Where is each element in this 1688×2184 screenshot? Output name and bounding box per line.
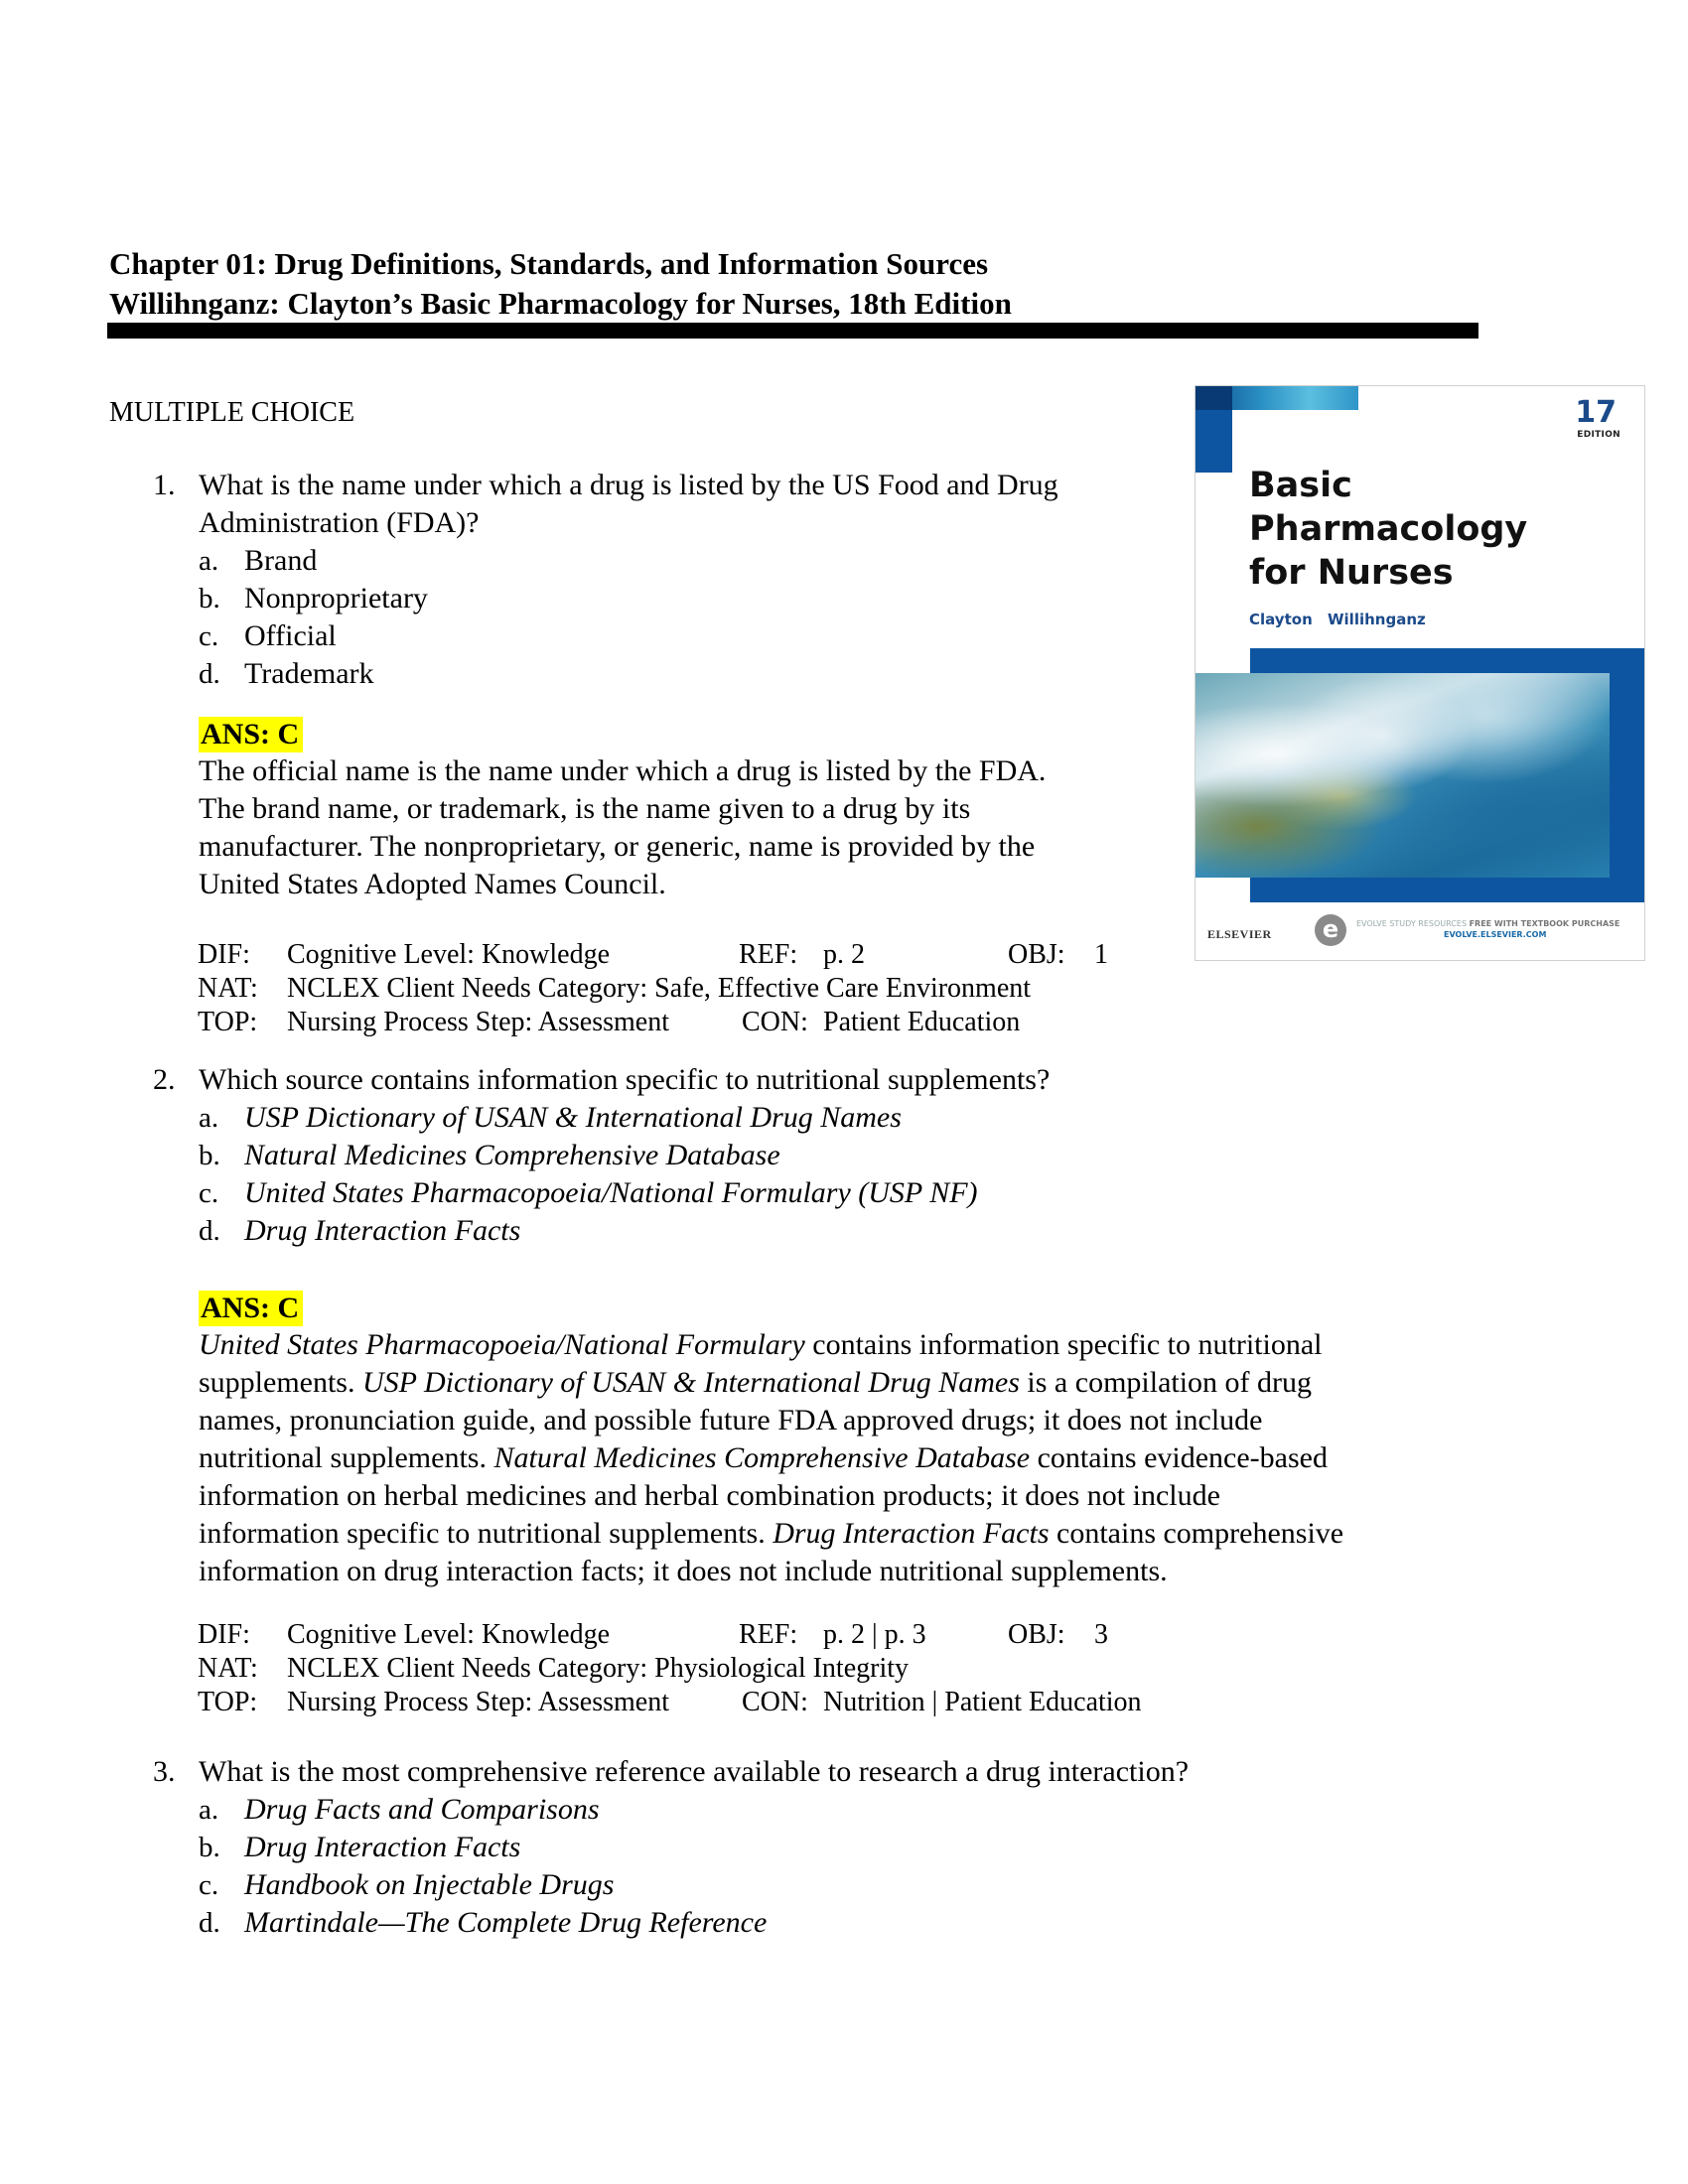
option-text: Drug Interaction Facts	[244, 1831, 521, 1863]
top-value: Nursing Process Step: Assessment	[287, 1687, 669, 1717]
con-label: CON:	[742, 1687, 808, 1717]
con-value: Nutrition | Patient Education	[823, 1687, 1142, 1717]
explanation-line: United States Adopted Names Council.	[199, 868, 666, 900]
option-letter: d.	[199, 1907, 220, 1939]
explanation-text: nutritional supplements.	[199, 1441, 494, 1474]
chapter-title: Chapter 01: Drug Definitions, Standards, and Information Sources	[109, 246, 989, 281]
cover-title-line: Pharmacology	[1249, 509, 1528, 549]
option-text: Martindale—The Complete Drug Reference	[244, 1906, 768, 1939]
option-letter: a.	[199, 1102, 219, 1134]
ref-value: p. 2 | p. 3	[823, 1619, 926, 1650]
dif-label: DIF:	[198, 1619, 250, 1650]
question-number: 2.	[153, 1063, 176, 1096]
evolve-tagline-light: EVOLVE STUDY RESOURCES	[1356, 919, 1470, 928]
cover-edition-label: EDITION	[1577, 430, 1620, 440]
top-label: TOP:	[198, 1007, 258, 1037]
explanation-line	[199, 1477, 1220, 1515]
option-text: Drug Interaction Facts	[244, 1214, 521, 1247]
source-title: USP Dictionary of USAN & International Drug Names	[362, 1366, 1020, 1399]
explanation-text: supplements.	[199, 1366, 362, 1399]
source-title: Drug Interaction Facts	[773, 1517, 1050, 1550]
option-text: Natural Medicines Comprehensive Database	[244, 1139, 780, 1171]
cover-footer	[1196, 902, 1645, 961]
explanation-text: contains evidence-based	[1030, 1441, 1328, 1474]
explanation-text: contains information specific to nutritional	[804, 1328, 1323, 1361]
option-letter: b.	[199, 1832, 220, 1863]
source-title: Natural Medicines Comprehensive Database	[493, 1441, 1031, 1474]
question-text: What is the most comprehensive reference available to research a drug interaction?	[199, 1755, 1190, 1788]
option-letter: a.	[199, 1794, 219, 1826]
option-text: United States Pharmacopoeia/National Formulary (USP NF)	[244, 1176, 978, 1209]
explanation-text: information on herbal medicines and herbal combination products; it does not include	[199, 1479, 1220, 1512]
dif-value: Cognitive Level: Knowledge	[287, 1619, 611, 1650]
dif-value: Cognitive Level: Knowledge	[287, 939, 611, 970]
explanation-line	[199, 1364, 1312, 1402]
explanation-text: is a compilation of drug	[1019, 1366, 1313, 1399]
nat-label: NAT:	[198, 1653, 258, 1684]
dif-label: DIF:	[198, 939, 250, 970]
question-number: 1.	[153, 469, 176, 501]
cover-top-strip-dark	[1196, 386, 1232, 410]
evolve-url: EVOLVE.ELSEVIER.COM	[1444, 930, 1547, 939]
option-text: Nonproprietary	[244, 582, 428, 614]
option-letter: d.	[199, 1215, 220, 1247]
book-cover-image	[1195, 385, 1645, 961]
ref-value: p. 2	[823, 939, 865, 970]
explanation-line: The brand name, or trademark, is the name given to a drug by its	[199, 792, 971, 825]
nat-value: NCLEX Client Needs Category: Physiological Integrity	[287, 1653, 910, 1684]
option-letter: a.	[199, 545, 219, 577]
header-rule	[107, 323, 1478, 339]
option-letter: c.	[199, 1869, 219, 1901]
cover-author: Clayton	[1249, 611, 1313, 628]
explanation-line	[199, 1439, 1328, 1477]
option-text: Brand	[244, 544, 318, 577]
cover-authors	[1249, 611, 1426, 628]
explanation-line: The official name is the name under which a drug is listed by the FDA.	[199, 754, 1047, 787]
question-text-cont: Administration (FDA)?	[199, 506, 480, 539]
cover-title-line: Basic	[1249, 466, 1352, 505]
question-text: What is the name under which a drug is listed by the US Food and Drug	[199, 469, 1058, 501]
obj-value: 3	[1094, 1619, 1108, 1650]
cover-author: Willihnganz	[1327, 611, 1426, 628]
option-text: Official	[244, 619, 337, 652]
section-heading: MULTIPLE CHOICE	[109, 397, 355, 428]
con-label: CON:	[742, 1007, 808, 1037]
explanation-text: information on drug interaction facts; it does not include nutritional supplements.	[199, 1555, 1168, 1587]
evolve-e-logo-icon: e	[1315, 914, 1346, 946]
question-text: Which source contains information specific to nutritional supplements?	[199, 1063, 1051, 1096]
cover-title-line: for Nurses	[1249, 553, 1454, 593]
book-title: Willihnganz: Clayton’s Basic Pharmacology for Nurses, 18th Edition	[109, 286, 1012, 321]
obj-label: OBJ:	[1008, 939, 1065, 970]
nat-value: NCLEX Client Needs Category: Safe, Effective Care Environment	[287, 973, 1032, 1004]
option-text: Drug Facts and Comparisons	[244, 1793, 600, 1826]
top-value: Nursing Process Step: Assessment	[287, 1007, 669, 1037]
explanation-line	[199, 1402, 1262, 1439]
explanation-text: contains comprehensive	[1049, 1517, 1344, 1550]
evolve-tagline-bold: FREE WITH TEXTBOOK PURCHASE	[1469, 919, 1620, 928]
option-text: Handbook on Injectable Drugs	[244, 1868, 615, 1901]
nat-label: NAT:	[198, 973, 258, 1004]
option-text: Trademark	[244, 657, 374, 690]
publisher-logo: ELSEVIER	[1207, 927, 1272, 941]
explanation-line	[199, 1326, 1323, 1364]
option-letter: b.	[199, 1140, 220, 1171]
cover-left-block	[1196, 410, 1232, 473]
option-text: USP Dictionary of USAN & International Drug Names	[244, 1101, 902, 1134]
option-letter: d.	[199, 658, 220, 690]
option-letter: c.	[199, 1177, 219, 1209]
ref-label: REF:	[739, 1619, 798, 1650]
obj-label: OBJ:	[1008, 1619, 1065, 1650]
answer-badge: ANS: C	[199, 717, 303, 752]
obj-value: 1	[1094, 939, 1108, 970]
evolve-tagline	[1356, 919, 1619, 928]
explanation-line	[199, 1515, 1343, 1553]
answer-badge: ANS: C	[199, 1291, 303, 1326]
cover-edition-number: 17	[1575, 395, 1617, 430]
cover-abstract-painting	[1196, 673, 1610, 878]
top-label: TOP:	[198, 1687, 258, 1717]
explanation-line: manufacturer. The nonproprietary, or generic, name is provided by the	[199, 830, 1036, 863]
source-title: United States Pharmacopoeia/National Formulary	[199, 1328, 805, 1361]
explanation-text: information specific to nutritional supplements.	[199, 1517, 774, 1550]
con-value: Patient Education	[823, 1007, 1021, 1037]
ref-label: REF:	[739, 939, 798, 970]
option-letter: b.	[199, 583, 220, 614]
cover-title	[1249, 464, 1527, 595]
explanation-line	[199, 1553, 1168, 1590]
option-letter: c.	[199, 620, 219, 652]
explanation-text: names, pronunciation guide, and possible future FDA approved drugs; it does not include	[199, 1404, 1263, 1436]
question-number: 3.	[153, 1755, 176, 1788]
